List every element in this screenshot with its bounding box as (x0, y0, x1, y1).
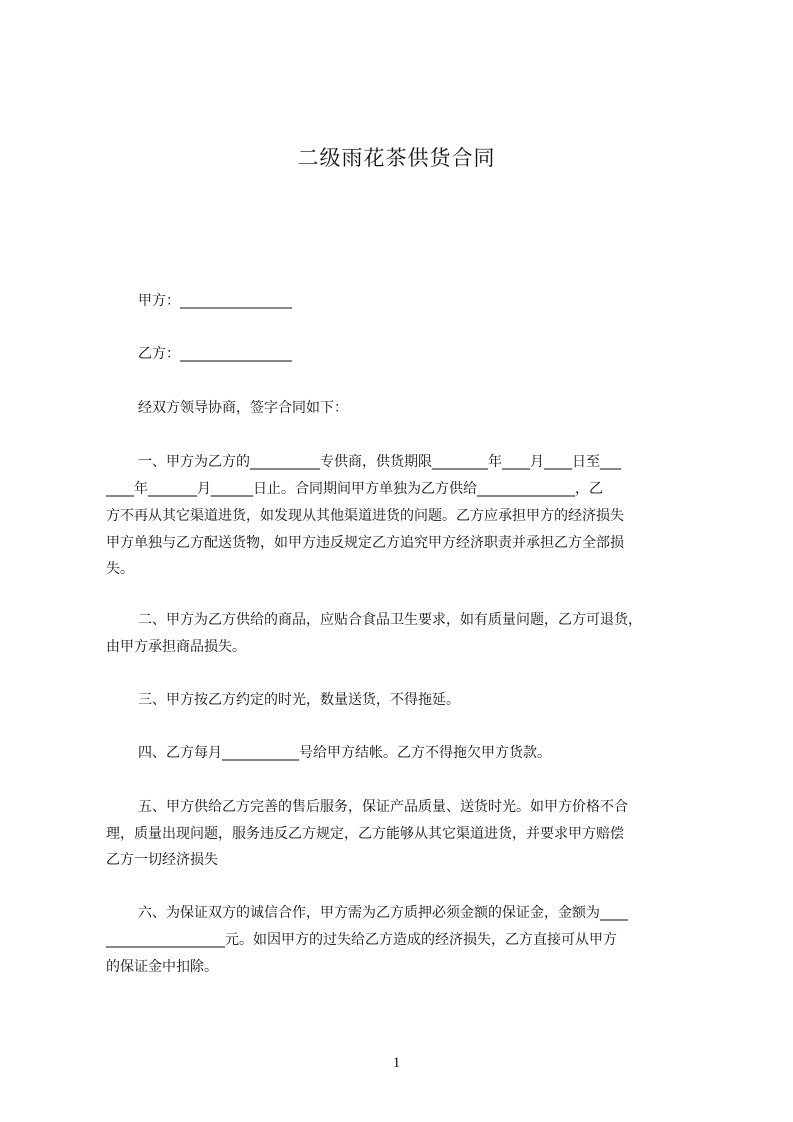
party-b-line: 乙方：________________ (138, 346, 292, 362)
intro-text: 经双方领导协商，签字合同如下： (138, 400, 348, 416)
clause-5-line-2: 理，质量出现问题，服务违反乙方规定，乙方能够从其它渠道进货，并要求甲方赔偿 (106, 826, 624, 842)
party-a-line: 甲方：________________ (138, 293, 292, 309)
clause-2-line-1: 二、甲方为乙方供给的商品，应贴合食品卫生要求，如有质量问题，乙方可退货， (138, 612, 642, 628)
clause-1-line-5: 失。 (106, 561, 134, 577)
clause-5-line-3: 乙方一切经济损失 (106, 852, 218, 868)
clause-1-line-3: 方不再从其它渠道进货，如发现从其他渠道进货的问题。乙方应承担甲方的经济损失 (106, 508, 624, 524)
clause-1-line-2: ____年_______月______日止。合同期间甲方单独为乙方供给______________，乙 (106, 481, 603, 497)
clause-6-line-1: 六、为保证双方的诚信合作，甲方需为乙方质押必须金额的保证金，金额为____ (138, 905, 628, 921)
clause-5-line-1: 五、甲方供给乙方完善的售后服务，保证产品质量、送货时光。如甲方价格不合 (138, 799, 628, 815)
clause-2-line-2: 由甲方承担商品损失。 (106, 639, 246, 655)
clause-3: 三、甲方按乙方约定的时光，数量送货，不得拖延。 (138, 692, 460, 708)
document-title: 二级雨花茶供货合同 (297, 146, 496, 170)
clause-6-line-3: 的保证金中扣除。 (106, 959, 218, 975)
clause-1-line-1: 一、甲方为乙方的__________专供商，供货期限________年____月____日至___ (138, 454, 621, 470)
clause-6-line-2: _________________元。如因甲方的过失给乙方造成的经济损失，乙方直接可从甲方 (106, 932, 617, 948)
clause-1-line-4: 甲方单独与乙方配送货物，如甲方违反规定乙方追究甲方经济职责并承担乙方全部损 (106, 535, 624, 551)
clause-4: 四、乙方每月___________号给甲方结帐。乙方不得拖欠甲方货款。 (138, 745, 551, 761)
page-number: 1 (392, 1055, 401, 1071)
